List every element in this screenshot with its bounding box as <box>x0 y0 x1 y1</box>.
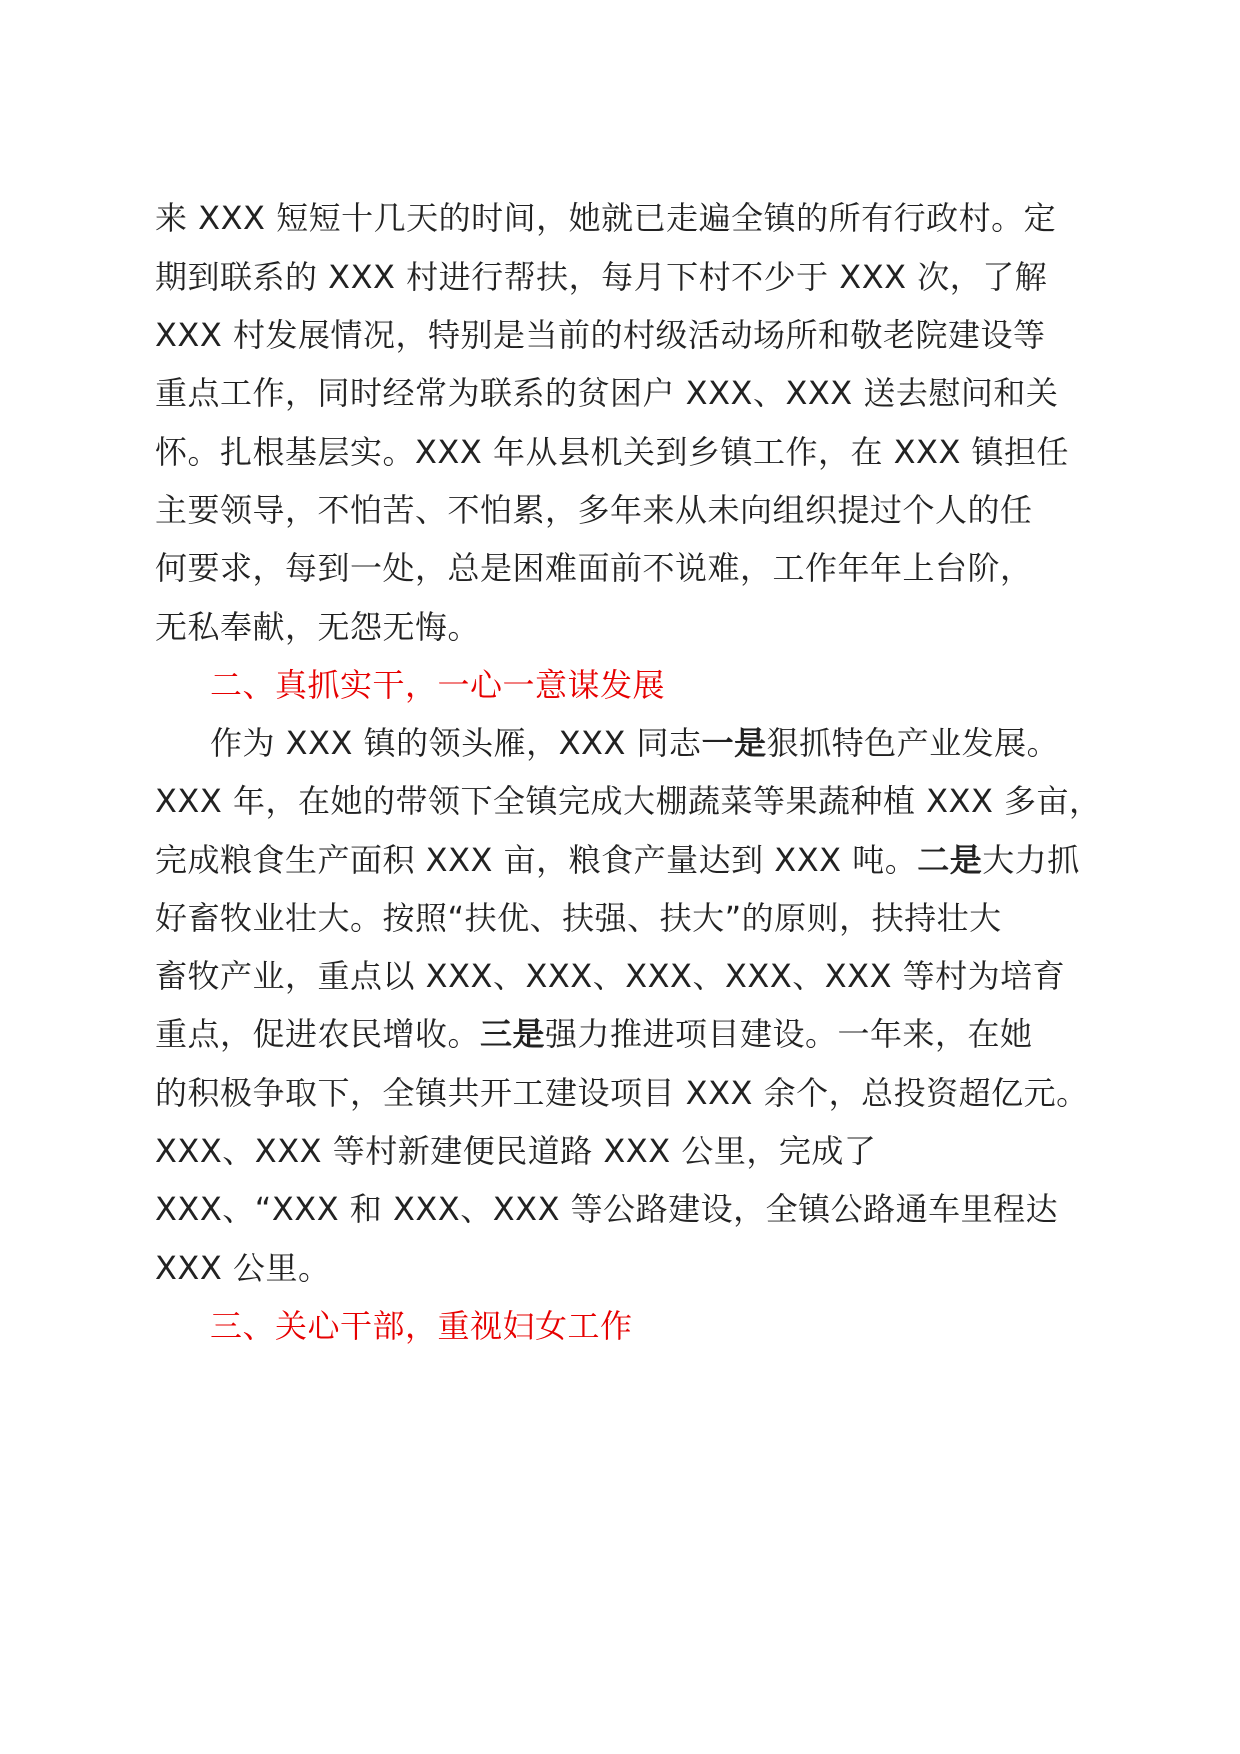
text-run: 大力抓 <box>982 841 1080 879</box>
emphasis-text: 二是 <box>917 841 983 879</box>
emphasis-text: 一是 <box>701 724 767 762</box>
paragraph-line: XXX、“XXX 和 XXX、XXX 等公路建设，全镇公路通车里程达 <box>155 1190 1059 1228</box>
text-run: 重点，促进农民增收。 <box>155 1015 481 1053</box>
paragraph-line: 的积极争取下，全镇共开工建设项目 XXX 余个，总投资超亿元。 <box>155 1074 1089 1112</box>
paragraph-line: 畜牧产业，重点以 XXX、XXX、XXX、XXX、XXX 等村为培育 <box>155 957 1066 995</box>
text-run: 狠抓特色产业发展。 <box>766 724 1060 762</box>
paragraph-line: 重点工作，同时经常为联系的贫困户 XXX、XXX 送去慰问和关 <box>155 374 1059 412</box>
paragraph-line: 来 XXX 短短十几天的时间，她就已走遍全镇的所有行政村。定 <box>155 199 1057 237</box>
paragraph-line <box>155 840 1080 880</box>
paragraph-line: 好畜牧业壮大。按照“扶优、扶强、扶大”的原则，扶持壮大 <box>155 899 1002 937</box>
section-heading-2: 二、真抓实干，一心一意谋发展 <box>210 666 666 704</box>
paragraph-line: 何要求，每到一处，总是困难面前不说难，工作年年上台阶， <box>155 549 1033 587</box>
paragraph-line <box>155 1014 1033 1054</box>
text-run: 完成粮食生产面积 XXX 亩，粮食产量达到 XXX 吨。 <box>155 841 918 879</box>
paragraph-line: 主要领导，不怕苦、不怕累，多年来从未向组织提过个人的任 <box>155 491 1033 529</box>
paragraph-line <box>210 723 1059 763</box>
text-run: 作为 XXX 镇的领头雁，XXX 同志 <box>210 724 702 762</box>
emphasis-text: 三是 <box>480 1015 546 1053</box>
section-heading-3: 三、关心干部，重视妇女工作 <box>210 1307 633 1345</box>
paragraph-line: XXX 公里。 <box>155 1249 331 1287</box>
paragraph-line: 期到联系的 XXX 村进行帮扶，每月下村不少于 XXX 次，了解 <box>155 258 1048 296</box>
paragraph-line: 无私奉献，无怨无悔。 <box>155 608 481 646</box>
text-run: 强力推进项目建设。一年来，在她 <box>545 1015 1033 1053</box>
paragraph-line: 怀。扎根基层实。XXX 年从县机关到乡镇工作，在 XXX 镇担任 <box>155 433 1070 471</box>
paragraph-line: XXX 村发展情况，特别是当前的村级活动场所和敬老院建设等 <box>155 316 1046 354</box>
paragraph-line: XXX 年，在她的带领下全镇完成大棚蔬菜等果蔬种植 XXX 多亩， <box>155 782 1102 820</box>
paragraph-line: XXX、XXX 等村新建便民道路 XXX 公里，完成了 <box>155 1132 877 1170</box>
